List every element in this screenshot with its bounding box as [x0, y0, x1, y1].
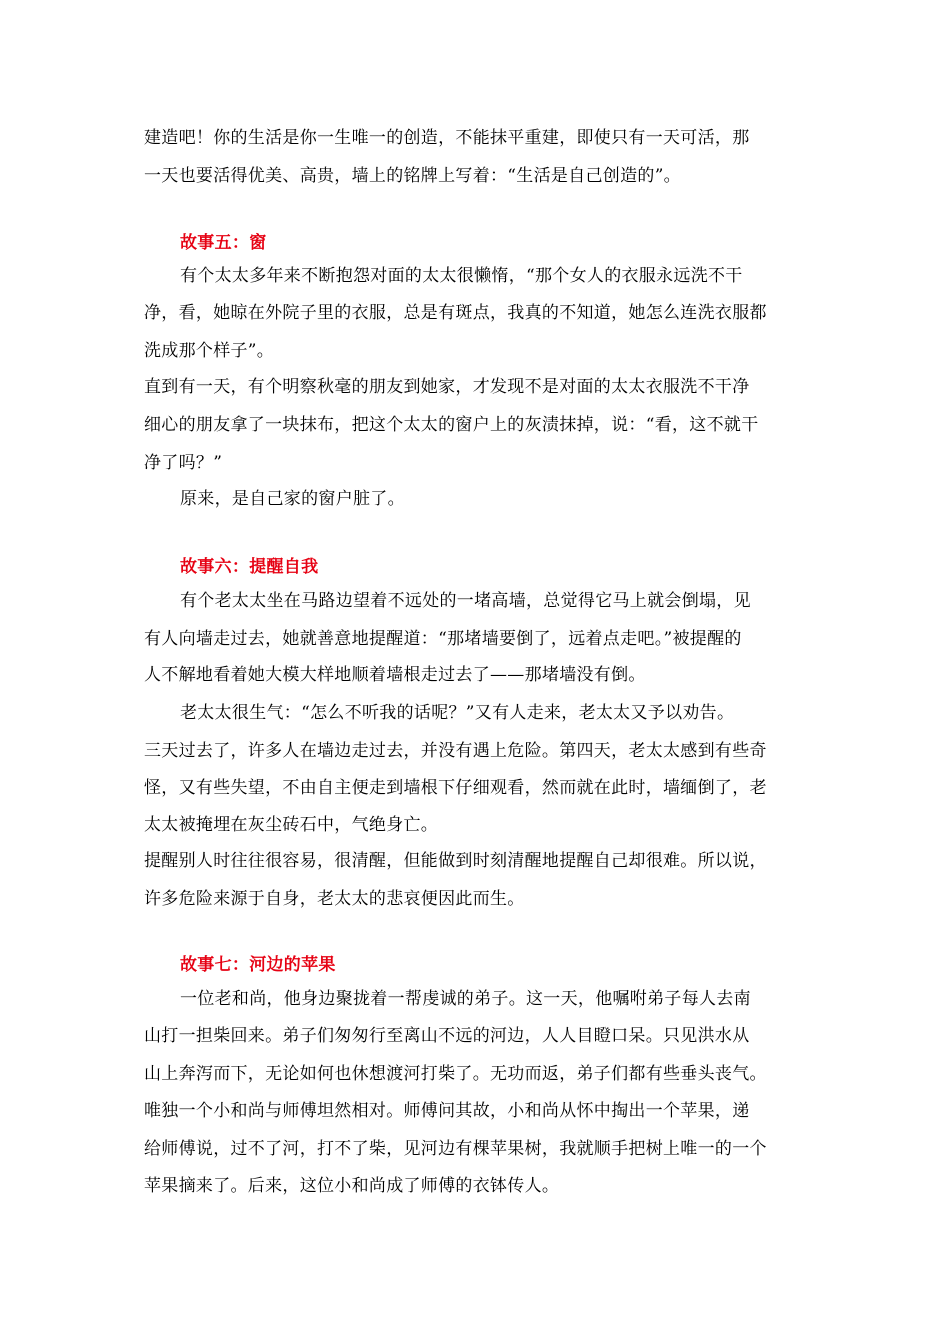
- story5-line-5: 细心的朋友拿了一块抹布，把这个太太的窗户上的灰渍抹掉，说：“看，这不就干: [144, 415, 759, 435]
- intro-line-1: 建造吧！你的生活是你一生唯一的创造，不能抹平重建，即使只有一天可活，那: [144, 128, 750, 148]
- story5-line-3: 洗成那个样子”。: [144, 341, 275, 361]
- story7-line-3: 山上奔泻而下，无论如何也休想渡河打柴了。无功而返，弟子们都有些垂头丧气。: [144, 1064, 767, 1084]
- story5-line-4: 直到有一天，有个明察秋毫的朋友到她家，才发现不是对面的太太衣服洗不干净: [144, 377, 750, 397]
- story7-line-6: 苹果摘来了。后来，这位小和尚成了师傅的衣钵传人。: [144, 1176, 560, 1196]
- story6-line-1: 有个老太太坐在马路边望着不远处的一堵高墙，总觉得它马上就会倒塌，见: [180, 591, 751, 611]
- intro-line-2: 一天也要活得优美、高贵，墙上的铭牌上写着：“生活是自己创造的”。: [144, 166, 681, 186]
- story6-line-2: 有人向墙走过去，她就善意地提醒道：“那堵墙要倒了，远着点走吧。”被提醒的: [144, 629, 742, 649]
- story5-line-2: 净，看，她晾在外院子里的衣服，总是有斑点，我真的不知道，她怎么连洗衣服都: [144, 303, 767, 323]
- story5-line-7: 原来，是自己家的窗户脏了。: [180, 489, 405, 509]
- story7-line-2: 山打一担柴回来。弟子们匆匆行至离山不远的河边，人人目瞪口呆。只见洪水从: [144, 1026, 750, 1046]
- story6-line-7: 太太被掩埋在灰尘砖石中，气绝身亡。: [144, 815, 439, 835]
- story6-line-5: 三天过去了，许多人在墙边走过去，并没有遇上危险。第四天，老太太感到有些奇: [144, 741, 767, 761]
- story7-line-1: 一位老和尚，他身边聚拢着一帮虔诚的弟子。这一天，他嘱咐弟子每人去南: [180, 989, 751, 1009]
- story6-line-6: 怪，又有些失望，不由自主便走到墙根下仔细观看，然而就在此时，墙缅倒了，老: [144, 778, 767, 798]
- story6-line-9: 许多危险来源于自身，老太太的悲哀便因此而生。: [144, 889, 525, 909]
- story7-line-5: 给师傅说，过不了河，打不了柴，见河边有棵苹果树，我就顺手把树上唯一的一个: [144, 1139, 767, 1159]
- story6-line-8: 提醒别人时往往很容易，很清醒，但能做到时刻清醒地提醒自己却很难。所以说，: [144, 851, 767, 871]
- story6-line-3: 人不解地看着她大模大样地顺着墙根走过去了——那堵墙没有倒。: [144, 665, 646, 685]
- story5-line-6: 净了吗？”: [144, 453, 223, 473]
- story5-line-1: 有个太太多年来不断抱怨对面的太太很懒惰，“那个女人的衣服永远洗不干: [180, 266, 743, 286]
- story7-line-4: 唯独一个小和尚与师傅坦然相对。师傅问其故，小和尚从怀中掏出一个苹果，递: [144, 1101, 750, 1121]
- story6-line-4: 老太太很生气：“怎么不听我的话呢？”又有人走来，老太太又予以劝告。: [180, 703, 735, 723]
- story7-title: 故事七：河边的苹果: [180, 955, 336, 975]
- story5-title: 故事五：窗: [180, 233, 267, 253]
- story6-title: 故事六：提醒自我: [180, 557, 319, 577]
